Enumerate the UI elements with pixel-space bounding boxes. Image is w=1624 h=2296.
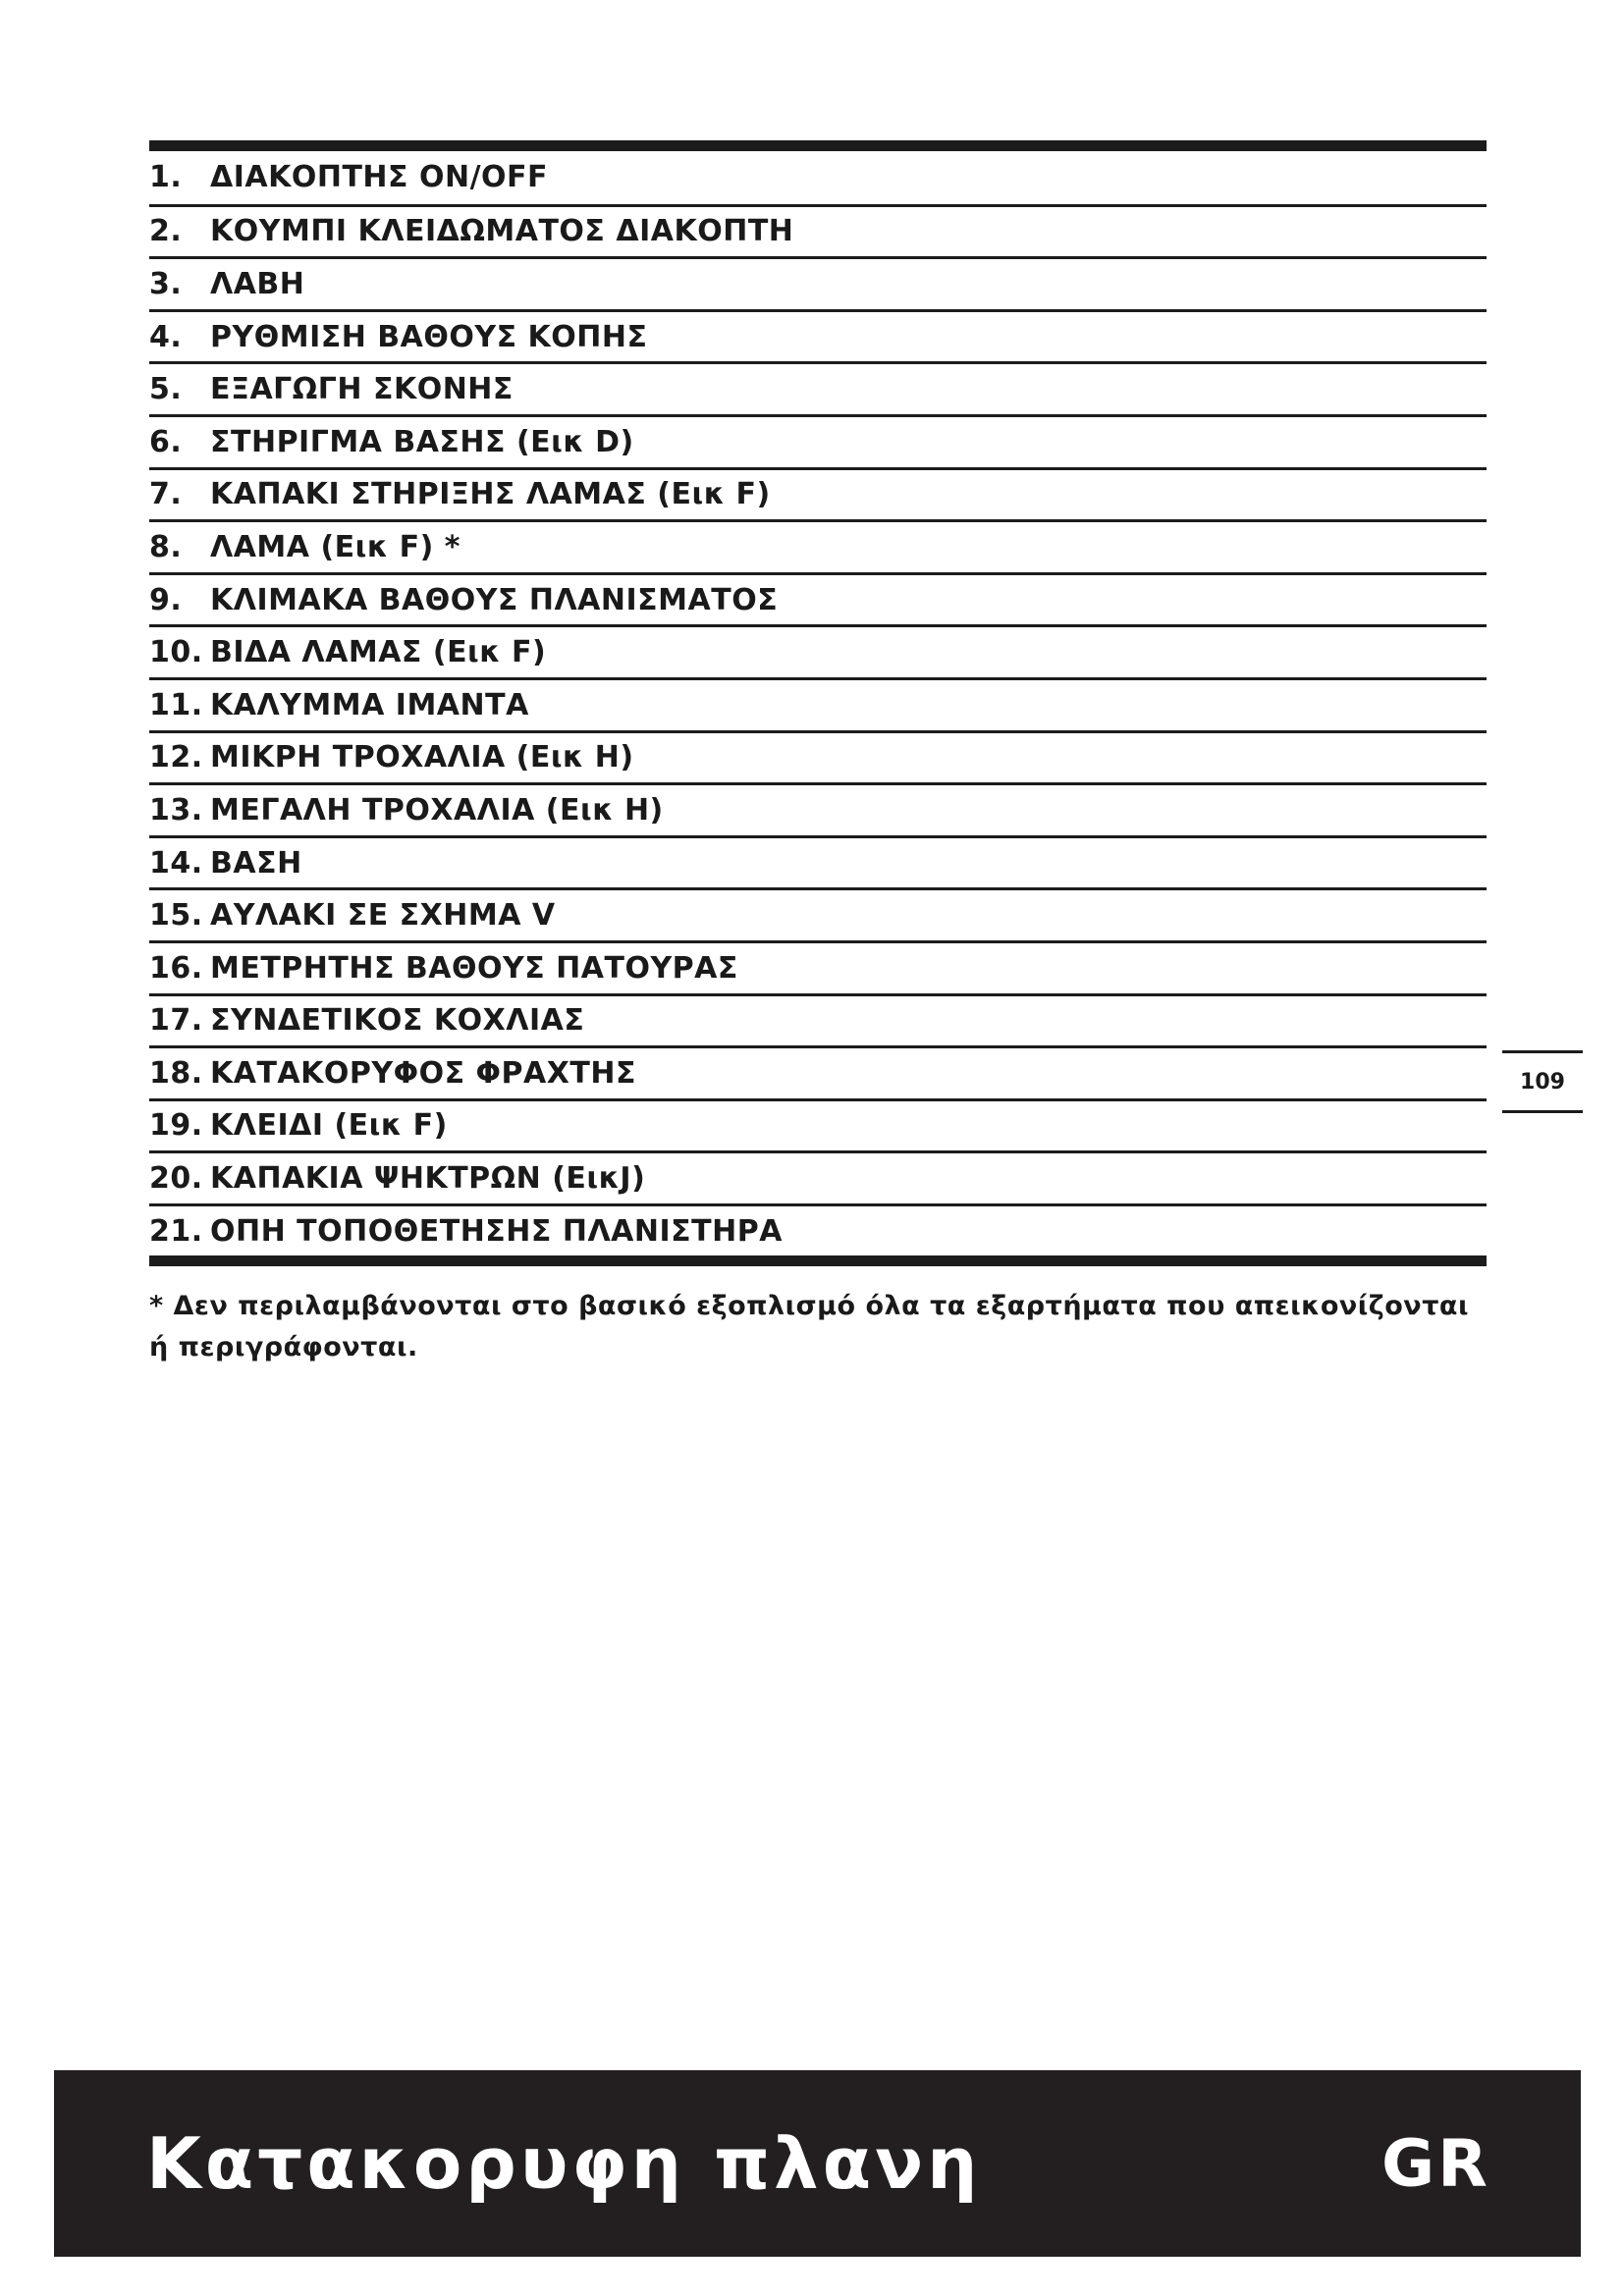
item-label: ΕΞΑΓΩΓΗ ΣΚΟΝΗΣ xyxy=(210,372,514,407)
item-number: 2. xyxy=(149,214,183,249)
list-item xyxy=(149,835,1487,888)
item-label: ΟΠΗ ΤΟΠΟΘΕΤΗΣΗΣ ΠΛΑΝΙΣΤΗΡΑ xyxy=(210,1213,783,1249)
item-number: 1. xyxy=(149,160,183,195)
list-item xyxy=(149,677,1487,730)
item-label: ΚΑΤΑΚΟΡΥΦΟΣ ΦΡΑΧΤΗΣ xyxy=(210,1055,636,1091)
list-item xyxy=(149,204,1487,257)
item-number: 20. xyxy=(149,1161,203,1197)
item-number: 8. xyxy=(149,529,183,564)
footer-title: Κατακορυφη πλανη xyxy=(146,2122,982,2205)
item-number: 10. xyxy=(149,635,203,670)
item-number: 21. xyxy=(149,1213,203,1249)
item-label: ΚΑΠΑΚΙ ΣΤΗΡΙΞΗΣ ΛΑΜΑΣ (Εικ F) xyxy=(210,477,771,512)
list-item xyxy=(149,1098,1487,1151)
list-item xyxy=(149,624,1487,677)
item-label: ΒΑΣΗ xyxy=(210,845,302,881)
list-item xyxy=(149,730,1487,783)
item-label: ΚΛΙΜΑΚΑ ΒΑΘΟΥΣ ΠΛΑΝΙΣΜΑΤΟΣ xyxy=(210,582,779,617)
parts-list xyxy=(149,140,1487,1266)
item-number: 14. xyxy=(149,845,203,881)
item-label: ΜΕΓΑΛΗ ΤΡΟΧΑΛΙΑ (Εικ H) xyxy=(210,792,664,828)
list-item xyxy=(149,309,1487,362)
item-number: 9. xyxy=(149,582,183,617)
item-label: ΒΙΔΑ ΛΑΜΑΣ (Εικ F) xyxy=(210,635,547,670)
list-item xyxy=(149,993,1487,1046)
item-number: 6. xyxy=(149,424,183,459)
list-item xyxy=(149,414,1487,467)
item-label: ΛΑΜΑ (Εικ F) * xyxy=(210,529,460,564)
item-number: 5. xyxy=(149,372,183,407)
list-item xyxy=(149,361,1487,414)
footnote: * Δεν περιλαμβάνονται στο βασικό εξοπλισμό όλα τα εξαρτήματα που απεικονίζονται ή περιγράφονται. xyxy=(149,1291,1469,1362)
item-number: 7. xyxy=(149,477,183,512)
item-label: ΡΥΘΜΙΣΗ ΒΑΘΟΥΣ ΚΟΠΗΣ xyxy=(210,319,648,354)
list-item xyxy=(149,256,1487,309)
item-label: ΔΙΑΚΟΠΤΗΣ ON/OFF xyxy=(210,160,549,195)
item-number: 4. xyxy=(149,319,183,354)
language-code: GR xyxy=(1381,2125,1490,2202)
item-label: ΚΛΕΙΔΙ (Εικ F) xyxy=(210,1108,448,1144)
item-label: ΛΑΒΗ xyxy=(210,266,305,301)
item-label: ΚΑΠΑΚΙΑ ΨΗΚΤΡΩΝ (ΕικJ) xyxy=(210,1161,646,1197)
item-label: ΑΥΛΑΚΙ ΣΕ ΣΧΗΜΑ V xyxy=(210,898,556,934)
item-number: 13. xyxy=(149,792,203,828)
item-number: 3. xyxy=(149,266,183,301)
item-number: 16. xyxy=(149,950,203,986)
list-item xyxy=(149,1150,1487,1203)
list-item xyxy=(149,1045,1487,1098)
item-label: ΣΥΝΔΕΤΙΚΟΣ ΚΟΧΛΙΑΣ xyxy=(210,1003,585,1039)
item-number: 12. xyxy=(149,740,203,775)
list-item xyxy=(149,151,1487,204)
item-label: ΜΕΤΡΗΤΗΣ ΒΑΘΟΥΣ ΠΑΤΟΥΡΑΣ xyxy=(210,950,738,986)
list-item xyxy=(149,887,1487,940)
item-label: ΚΑΛΥΜΜΑ ΙΜΑΝΤΑ xyxy=(210,687,529,722)
list-item xyxy=(149,572,1487,625)
item-number: 18. xyxy=(149,1055,203,1091)
item-number: 15. xyxy=(149,898,203,934)
list-item xyxy=(149,1203,1487,1256)
item-label: ΚΟΥΜΠΙ ΚΛΕΙΔΩΜΑΤΟΣ ΔΙΑΚΟΠΤΗ xyxy=(210,214,794,249)
list-item xyxy=(149,782,1487,835)
footer-banner xyxy=(54,2070,1581,2257)
item-number: 19. xyxy=(149,1108,203,1144)
item-label: ΣΤΗΡΙΓΜΑ ΒΑΣΗΣ (Εικ D) xyxy=(210,424,634,459)
item-number: 11. xyxy=(149,687,203,722)
list-item xyxy=(149,467,1487,520)
list-item xyxy=(149,940,1487,993)
item-label: ΜΙΚΡΗ ΤΡΟΧΑΛΙΑ (Εικ H) xyxy=(210,740,634,775)
list-item xyxy=(149,519,1487,572)
page-number: 109 xyxy=(1502,1050,1583,1113)
item-number: 17. xyxy=(149,1003,203,1039)
